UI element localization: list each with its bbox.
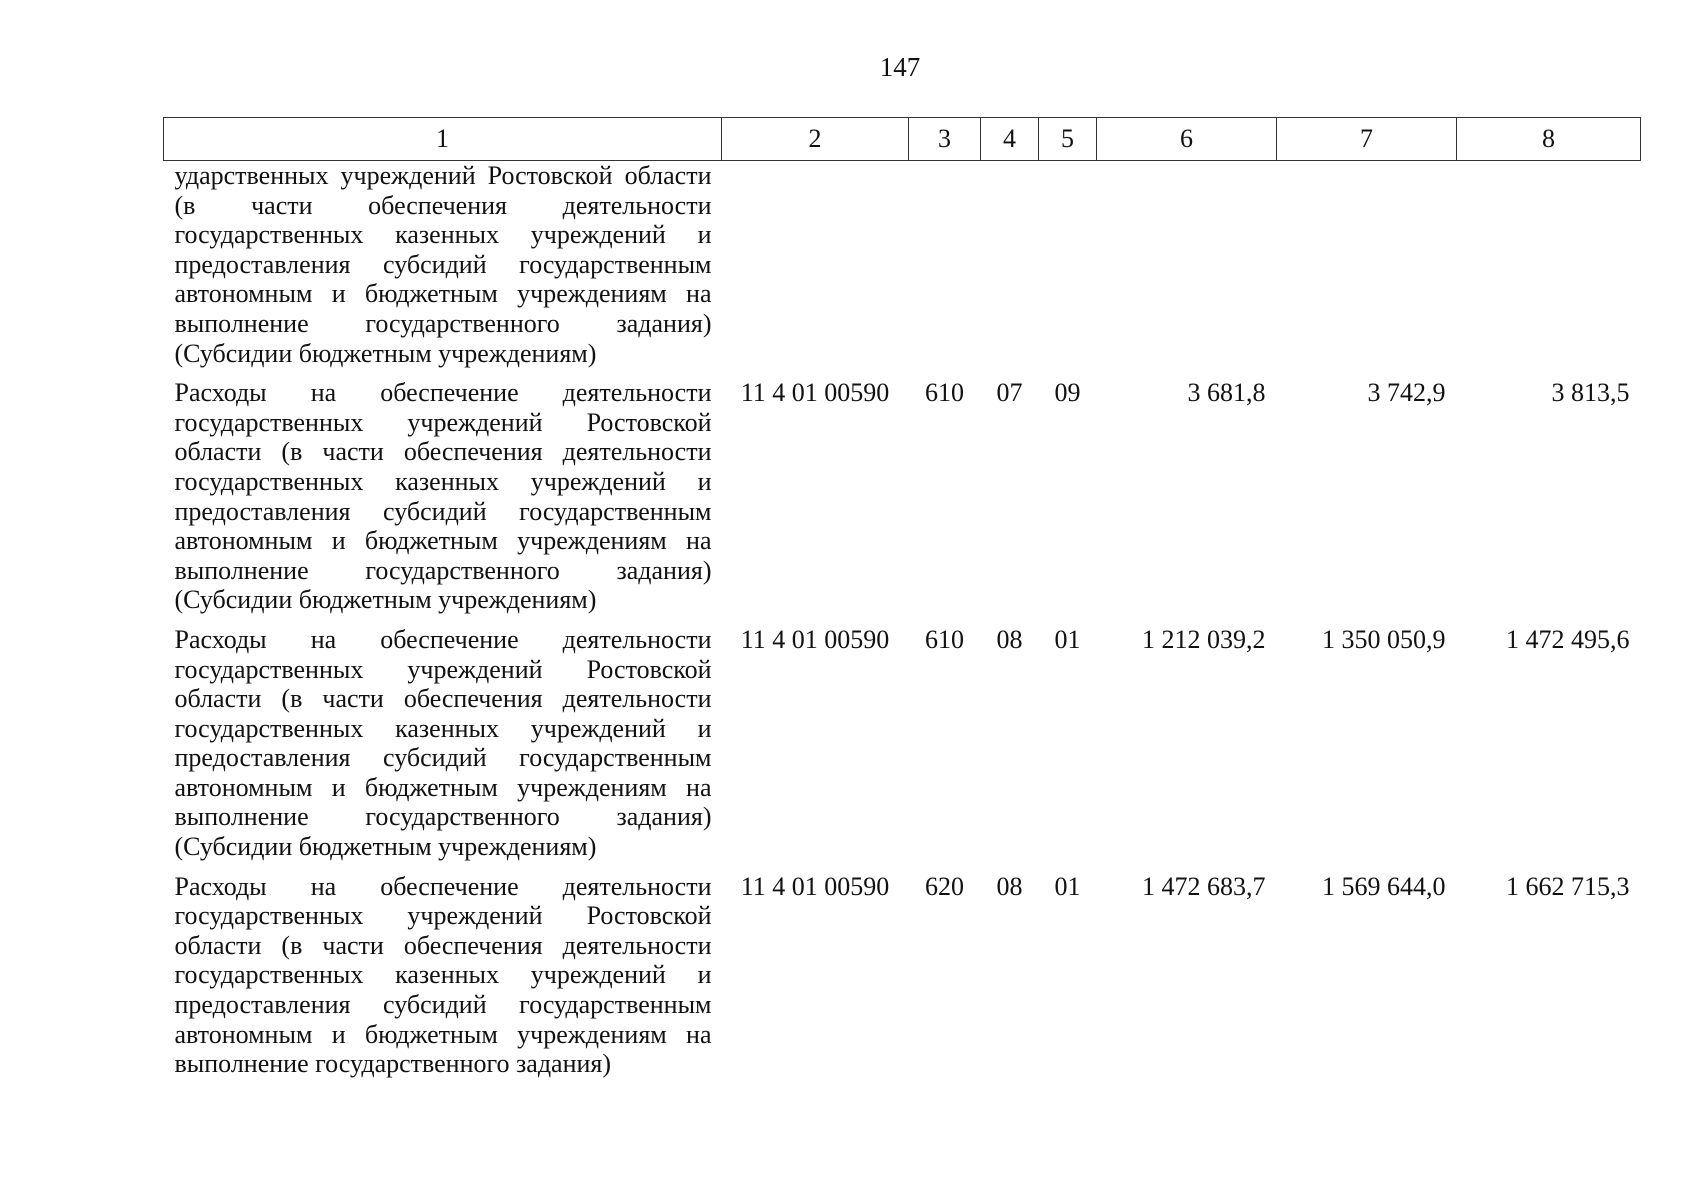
row-section bbox=[981, 161, 1039, 369]
row-target-article: 11 4 01 00590 bbox=[740, 871, 890, 901]
row-description: Расходы на обеспечение деятельности государственных учреждений Ростовской области (в части обеспечения деятельности государственных казенных учреждений и предоставления субсидий государственным автономным и бюджетным учреждениям на выполнение государственного задания) bbox=[174, 871, 712, 1079]
row-amount-2: 3 742,9 bbox=[1367, 378, 1446, 408]
column-header-5: 5 bbox=[1039, 118, 1097, 161]
row-subsection: 09 bbox=[1054, 378, 1081, 408]
row-target-article: 11 4 01 00590 bbox=[740, 378, 890, 408]
row-description: Расходы на обеспечение деятельности государственных учреждений Ростовской области (в части обеспечения деятельности государственных казенных учреждений и предоставления субсидий государственным автономным и бюджетным учреждениям на выполнение государственного задания) (Субсидии бюджетным учреждениям) bbox=[174, 378, 712, 615]
row-amount-3 bbox=[1457, 161, 1641, 369]
column-header-4: 4 bbox=[981, 118, 1039, 161]
row-subsection: 01 bbox=[1054, 624, 1081, 654]
column-header-6: 6 bbox=[1097, 118, 1277, 161]
row-expense-type: 620 bbox=[925, 871, 964, 901]
row-section: 08 bbox=[996, 624, 1023, 654]
table-header-row bbox=[164, 118, 1641, 161]
row-amount-1 bbox=[1097, 161, 1277, 369]
row-expense-type: 610 bbox=[925, 378, 964, 408]
row-section: 08 bbox=[996, 871, 1023, 901]
row-description: Расходы на обеспечение деятельности государственных учреждений Ростовской области (в части обеспечения деятельности государственных казенных учреждений и предоставления субсидий государственным автономным и бюджетным учреждениям на выполнение государственного задания) (Субсидии бюджетным учреждениям) bbox=[174, 624, 712, 862]
row-amount-2 bbox=[1277, 161, 1457, 369]
row-target-article bbox=[722, 161, 909, 369]
row-amount-1: 3 681,8 bbox=[1187, 378, 1266, 408]
page-number: 147 bbox=[879, 52, 921, 82]
table-row bbox=[164, 161, 1641, 369]
row-amount-1: 1 472 683,7 bbox=[1142, 871, 1266, 901]
column-header-8: 8 bbox=[1457, 118, 1641, 161]
budget-table bbox=[163, 117, 1641, 1079]
column-header-3: 3 bbox=[909, 118, 981, 161]
row-amount-2: 1 569 644,0 bbox=[1322, 871, 1446, 901]
row-amount-3: 1 472 495,6 bbox=[1506, 624, 1630, 654]
row-section: 07 bbox=[996, 378, 1023, 408]
row-subsection: 01 bbox=[1054, 871, 1081, 901]
row-subsection bbox=[1039, 161, 1097, 369]
table-row bbox=[164, 368, 1641, 615]
column-header-7: 7 bbox=[1277, 118, 1457, 161]
row-expense-type: 610 bbox=[925, 624, 964, 654]
row-amount-3: 1 662 715,3 bbox=[1506, 871, 1630, 901]
table-row bbox=[164, 862, 1641, 1079]
row-target-article: 11 4 01 00590 bbox=[740, 624, 890, 654]
table-row bbox=[164, 615, 1641, 862]
column-header-1: 1 bbox=[164, 118, 722, 161]
column-header-2: 2 bbox=[722, 118, 909, 161]
row-amount-3: 3 813,5 bbox=[1551, 378, 1630, 408]
row-expense-type bbox=[909, 161, 981, 369]
row-amount-2: 1 350 050,9 bbox=[1322, 624, 1446, 654]
row-description: ударственных учреждений Ростовской области (в части обеспечения деятельности государственных казенных учреждений и предоставления субсидий государственным автономным и бюджетным учреждениям на выполнение государственного задания) (Субсидии бюджетным учреждениям) bbox=[174, 161, 712, 368]
row-amount-1: 1 212 039,2 bbox=[1142, 624, 1266, 654]
